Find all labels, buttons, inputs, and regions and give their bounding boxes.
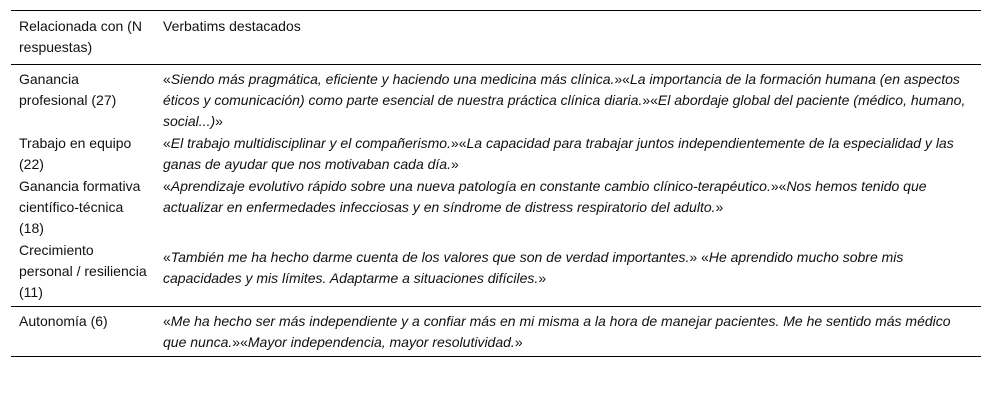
header-row [11, 11, 981, 65]
quote: He aprendido mucho sobre mis capacidades y mis límites. Adaptarme a situaciones difíciles. [163, 249, 904, 286]
quote: Siendo más pragmática, eficiente y haciendo una medicina más clínica. [170, 71, 615, 87]
row-category: Autonomía (6) [19, 313, 108, 329]
table-row [11, 239, 981, 307]
quote: La importancia de la formación humana (en aspectos éticos y comunicación) como parte esencial de nuestra práctica clínica diaria. [163, 71, 960, 108]
quote: La capacidad para trabajar juntos independientemente de la especialidad y las ganas de ayudar que nos motivaban cada día. [163, 135, 954, 172]
header-category: Relacionada con (N respuestas) [19, 18, 142, 55]
row-quotes: «También me ha hecho darme cuenta de los valores que son de verdad importantes.» «He aprendido mucho sobre mis capacidades y mis límites. Adaptarme a situaciones difíciles.» [163, 249, 904, 286]
quote: Mayor independencia, mayor resolutividad. [247, 334, 515, 350]
row-quotes: «Siendo más pragmática, eficiente y haciendo una medicina más clínica.»«La importancia de la formación humana (en aspectos éticos y comunicación) como parte esencial de nuestra práctica clínica diaria.»«El abordaje global del paciente (médico, humano, social...)» [163, 71, 966, 129]
row-category: Crecimiento personal / resiliencia (11) [19, 242, 147, 300]
quote: El abordaje global del paciente (médico, humano, social...) [163, 92, 966, 129]
row-category: Ganancia formativa científico-técnica (18) [19, 178, 141, 236]
table-row [11, 307, 981, 357]
header-verbatims: Verbatims destacados [163, 18, 301, 34]
table-row [11, 132, 981, 175]
row-quotes: «Aprendizaje evolutivo rápido sobre una nueva patología en constante cambio clínico-terapéutico.»«Nos hemos tenido que actualizar en enfermedades infecciosas y en síndrome de distress respiratorio del adulto.» [163, 178, 927, 215]
table-row [11, 175, 981, 239]
row-quotes: «El trabajo multidisciplinar y el compañerismo.»«La capacidad para trabajar juntos independientemente de la especialidad y las ganas de ayudar que nos motivaban cada día.» [163, 135, 954, 172]
row-category: Trabajo en equipo (22) [19, 135, 132, 172]
quote: El trabajo multidisciplinar y el compañerismo. [170, 135, 451, 151]
quote: Nos hemos tenido que actualizar en enfermedades infecciosas y en síndrome de distress respiratorio del adulto. [163, 178, 927, 215]
quote: Me ha hecho ser más independiente y a confiar más en mi misma a la hora de manejar pacientes. Me he sentido más médico que nunca. [163, 313, 951, 350]
quote: Aprendizaje evolutivo rápido sobre una nueva patología en constante cambio clínico-terapéutico. [170, 178, 771, 194]
row-quotes: «Me ha hecho ser más independiente y a confiar más en mi misma a la hora de manejar pacientes. Me he sentido más médico que nunca.»«Mayor independencia, mayor resolutividad.» [163, 313, 951, 350]
table-row [11, 65, 981, 133]
quote: También me ha hecho darme cuenta de los valores que son de verdad importantes. [170, 249, 690, 265]
row-category: Ganancia profesional (27) [19, 71, 117, 108]
verbatims-table [11, 10, 981, 357]
